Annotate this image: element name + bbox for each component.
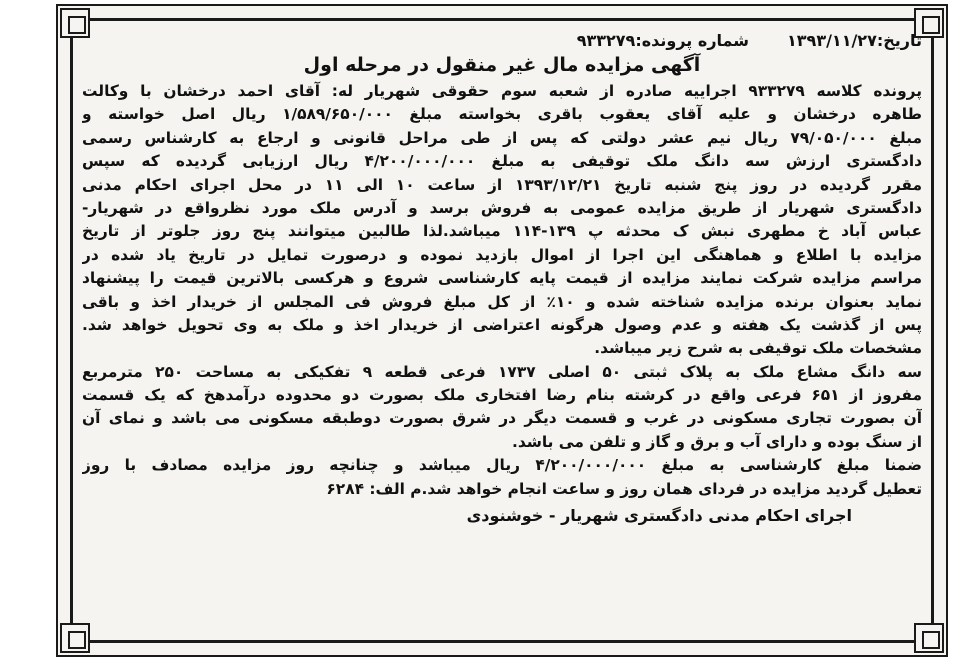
notice-title: آگهی مزایده مال غیر منقول در مرحله اول xyxy=(303,54,701,76)
notice-date: تاریخ:۱۳۹۳/۱۱/۲۷ xyxy=(787,31,922,50)
body-line: عباس آباد خ مطهری نبش ک محدثه پ ۱۳۹-۱۱۴ میباشد.لذا طالبین میتوانند پنج روز جلوتر از تاریخ xyxy=(82,222,922,241)
auction-notice xyxy=(82,30,922,634)
body-line: مشخصات ملک توقیفی به شرح زیر میباشد. xyxy=(594,339,922,358)
body-line: از سنگ بوده و دارای آب و برق و گاز و تلفن می باشد. xyxy=(511,432,922,451)
body-line: مقرر گردیده در روز پنج شنبه تاریخ ۱۳۹۳/۱۲/۲۱ از ساعت ۱۰ الی ۱۱ در محل اجرای احکام مدنی xyxy=(82,175,922,194)
body-line: دادگستری ارزش سه دانگ ملک توقیفی به مبلغ ۴/۲۰۰/۰۰۰/۰۰۰ ریال ارزیابی گردیده که سپس xyxy=(82,152,922,171)
signature-line: اجرای احکام مدنی دادگستری شهریار - خوشنودی xyxy=(466,506,852,526)
body-line: طاهره درخشان و علیه آقای یعقوب باقری بخواسته مبلغ ۱/۵۸۹/۶۵۰/۰۰۰ ریال اصل خواسته و xyxy=(82,105,922,124)
body-line: مزایده با اطلاع و هماهنگی این اجرا از اموال بازدید نموده و درصورت تمایل در تاریخ یاد شده در xyxy=(82,245,922,264)
body-line: پس از گذشت یک هفته و عدم وصول هرگونه اعتراضی از خریدار اخذ و ملک به وی تحویل خواهد شد. xyxy=(82,315,922,334)
body-line: سه دانگ مشاع ملک به پلاک ثبتی ۵۰ اصلی ۱۷۳۷ فرعی قطعه ۹ تفکیکی به مساحت ۲۵۰ مترمربع xyxy=(82,362,922,381)
body-line: نماید بعنوان برنده مزایده شناخته شده و ۱۰٪ از کل مبلغ فروش فی المجلس از خریدار اخذ و باقی xyxy=(82,292,922,311)
header-row xyxy=(82,30,922,52)
body-line: ضمنا مبلغ کارشناسی به مبلغ ۴/۲۰۰/۰۰۰/۰۰۰ ریال میباشد و چنانچه روز مزایده مصادف با روز xyxy=(82,456,922,475)
body-line: دادگستری شهریار از طریق مزایده عمومی به فروش برسد و آدرس ملک مورد نظرواقع در شهریار- xyxy=(82,198,922,217)
case-number: شماره پرونده:۹۳۳۲۷۹ xyxy=(576,31,750,50)
body-line: مراسم مزایده شرکت نمایند مزایده از قیمت پایه کارشناسی شروع و هرکسی بالاترین قیمت را پیشنهاد xyxy=(82,269,922,288)
body-line: مبلغ ۷۹/۰۵۰/۰۰۰ ریال نیم عشر دولتی که پس از طی مراحل قانونی و ارجاع به کارشناس رسمی xyxy=(82,128,922,147)
body-line: آن بصورت تجاری مسکونی در غرب و قسمت دیگر در شرق بصورت دوطبقه مسکونی می باشد و نمای آن xyxy=(82,409,922,428)
body-line: مفروز از ۶۵۱ فرعی واقع در کرشته بنام رضا افتخاری ملک بصورت دو محدوده درآمدهخ که یک قسمت xyxy=(82,386,922,405)
body-line: تعطیل گردید مزایده در فردای همان روز و ساعت انجام خواهد شد.م الف: ۶۲۸۴ xyxy=(326,479,922,498)
notice-body xyxy=(82,80,922,501)
body-line: پرونده کلاسه ۹۳۳۲۷۹ اجراییه صادره از شعبه سوم حقوقی شهریار له: آقای احمد درخشان با وکالت xyxy=(82,82,922,100)
